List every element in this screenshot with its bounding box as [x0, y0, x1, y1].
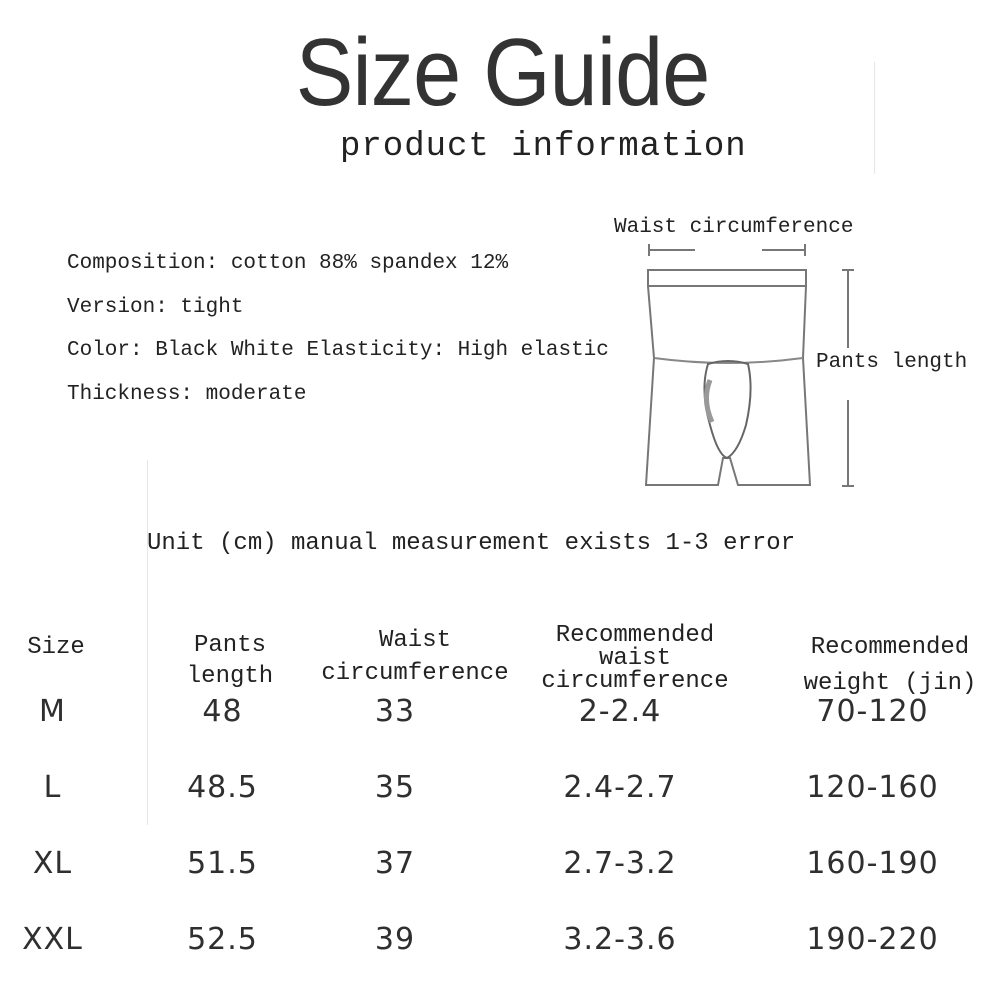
cell-size: L — [43, 770, 62, 805]
cell-pants-length: 52.5 — [187, 922, 258, 957]
spec-composition: Composition: cotton 88% spandex 12% — [67, 252, 509, 275]
cell-rec-waist: 2.7-3.2 — [563, 846, 677, 881]
header-waist-line: Waist — [378, 627, 451, 654]
cell-pants-length: 48 — [202, 694, 243, 729]
spec-color: Color: Black White Elasticity: High elastic — [67, 339, 609, 362]
cell-rec-weight: 160-190 — [806, 846, 939, 881]
header-pants-length — [170, 630, 290, 692]
header-rec-weight-line: Recommended — [810, 634, 970, 661]
cell-rec-weight: 190-220 — [806, 922, 939, 957]
cell-size: M — [39, 694, 66, 729]
header-rec-waist-line: Recommended — [555, 622, 715, 649]
header-rec-waist-line: circumference — [541, 668, 729, 695]
header-size-line: Size — [27, 634, 85, 661]
table-row — [0, 846, 1000, 886]
cell-size: XXL — [22, 922, 83, 957]
cell-rec-waist: 2-2.4 — [578, 694, 662, 729]
cell-waist: 39 — [374, 922, 416, 957]
cell-rec-waist: 3.2-3.6 — [563, 922, 677, 957]
boxer-shorts-diagram — [600, 230, 870, 500]
table-row — [0, 770, 1000, 810]
page-subtitle: product information — [340, 128, 747, 166]
divider-line — [874, 62, 875, 174]
header-waist-line: circumference — [321, 660, 509, 687]
header-rec-weight-line: weight (jin) — [803, 670, 977, 697]
spec-thickness: Thickness: moderate — [67, 383, 307, 406]
cell-pants-length: 51.5 — [187, 846, 258, 881]
cell-waist: 35 — [374, 770, 416, 805]
header-pants-length-line: Pants — [193, 632, 266, 659]
header-waist-circumference — [310, 624, 520, 690]
header-rec-waist-line: waist — [598, 645, 671, 672]
unit-note: Unit (cm) manual measurement exists 1-3 error — [147, 530, 796, 557]
cell-waist: 33 — [374, 694, 416, 729]
cell-rec-weight: 70-120 — [816, 694, 929, 729]
header-pants-length-line: length — [186, 663, 274, 690]
header-recommended-waist — [530, 624, 740, 693]
cell-rec-waist: 2.4-2.7 — [563, 770, 677, 805]
pants-length-label: Pants length — [816, 351, 968, 374]
page-title: Size Guide — [295, 19, 710, 126]
cell-pants-length: 48.5 — [187, 770, 258, 805]
table-row — [0, 922, 1000, 962]
cell-rec-weight: 120-160 — [806, 770, 939, 805]
header-size — [16, 636, 96, 659]
header-recommended-weight — [790, 630, 990, 702]
table-row — [0, 694, 1000, 734]
cell-waist: 37 — [374, 846, 416, 881]
waist-circumference-label: Waist circumference — [614, 216, 854, 239]
spec-version: Version: tight — [67, 296, 244, 319]
cell-size: XL — [32, 846, 73, 881]
